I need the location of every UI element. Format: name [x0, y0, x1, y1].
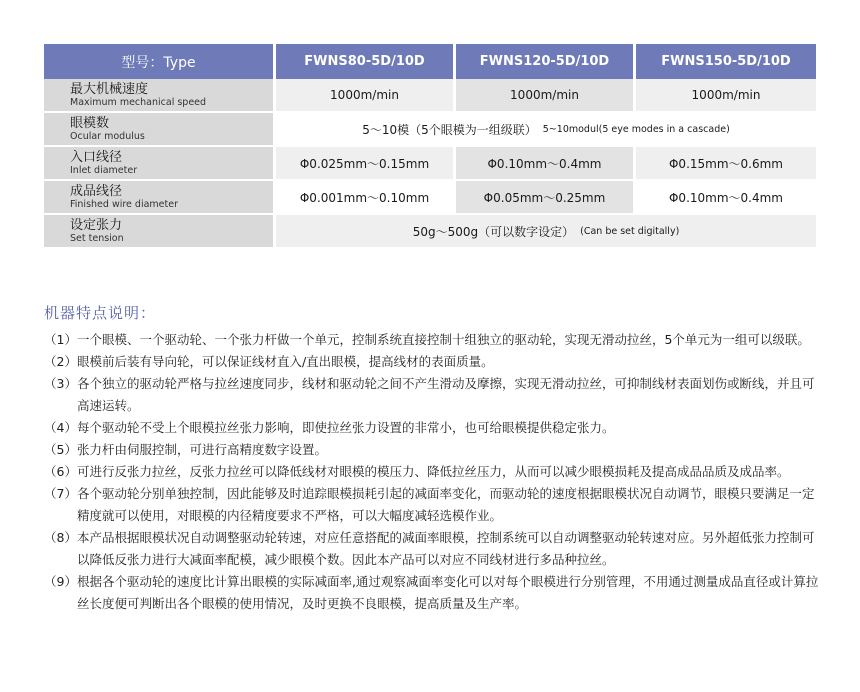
item-text: 各个独立的驱动轮严格与拉丝速度同步，线材和驱动轮之间不产生滑动及摩擦，实现无滑动拉丝，可抑制线材表面划伤或断线，并且可高速运转。: [76, 376, 815, 413]
table-cell: 1000m/min: [273, 79, 453, 111]
item-number: （3）: [44, 376, 77, 391]
row-label-cn: 成品线径: [70, 184, 123, 199]
row-label-cn: 设定张力: [70, 218, 123, 233]
header-model-2: FWNS120-5D/10D: [453, 44, 633, 79]
table-cell: 1000m/min: [633, 79, 816, 111]
span-main-text: 5～10模（5个眼模为一组级联）: [362, 122, 537, 137]
item-number: （8）: [44, 530, 77, 545]
list-item: [44, 351, 824, 373]
item-text: 根据各个驱动轮的速度比计算出眼模的实际减面率,通过观察减面率变化可以对每个眼模进行分别管理，不用通过测量成品直径或计算拉丝长度便可判断出各个眼模的使用情况，及时更换不良眼模，提高质量及生产率。: [76, 574, 819, 611]
item-text: 可进行反张力拉丝，反张力拉丝可以降低线材对眼模的模压力、降低拉丝压力，从而可以减少眼模损耗及提高成品品质及成品率。: [76, 464, 790, 479]
table-cell: Φ0.001mm～0.10mm: [273, 181, 453, 213]
item-number: （9）: [44, 574, 77, 589]
list-item: [44, 417, 824, 439]
spec-table: [44, 44, 816, 249]
row-label: [44, 113, 273, 145]
item-number: （4）: [44, 420, 77, 435]
row-label-en: Inlet diameter: [70, 165, 138, 176]
row-label-en: Finished wire diameter: [70, 199, 178, 210]
list-item: [44, 373, 824, 417]
table-cell: 1000m/min: [453, 79, 633, 111]
row-label-en: Set tension: [70, 233, 124, 244]
list-item: [44, 329, 824, 351]
row-label: [44, 147, 273, 179]
table-cell-span: [273, 113, 816, 145]
list-item: [44, 461, 824, 483]
feature-list: [44, 329, 824, 615]
item-number: （6）: [44, 464, 77, 479]
table-cell: Φ0.05mm～0.25mm: [453, 181, 633, 213]
span-note-text: 5~10modul(5 eye modes in a cascade): [542, 123, 730, 135]
row-label: [44, 79, 273, 111]
item-number: （5）: [44, 442, 77, 457]
table-row-set-tension: [44, 215, 816, 249]
table-cell: Φ0.10mm～0.4mm: [453, 147, 633, 179]
table-row-inlet-diameter: [44, 147, 816, 181]
features-section: [44, 302, 824, 615]
item-text: 眼模前后装有导向轮，可以保证线材直入/直出眼模，提高线材的表面质量。: [76, 354, 494, 369]
item-text: 张力杆由伺服控制，可进行高精度数字设置。: [76, 442, 327, 457]
item-text: 本产品根据眼模状况自动调整驱动轮转速，对应任意搭配的减面率眼模，控制系统可以自动调整驱动轮转速对应。另外超低张力控制可以降低反张力进行大减面率配模，减少眼模个数。因此本产品可以对应不同线材进行多品种拉丝。: [76, 530, 815, 567]
list-item: [44, 483, 824, 527]
span-main-text: 50g～500g（可以数字设定）: [412, 224, 575, 239]
span-note-text: (Can be set digitally): [580, 225, 680, 237]
table-row-ocular-modulus: [44, 113, 816, 147]
row-label-cn: 最大机械速度: [70, 82, 149, 97]
row-label-cn: 眼模数: [70, 116, 110, 131]
table-cell: Φ0.025mm～0.15mm: [273, 147, 453, 179]
features-title: 机器特点说明：: [44, 304, 157, 322]
item-text: 各个驱动轮分别单独控制，因此能够及时追踪眼模损耗引起的减面率变化，而驱动轮的速度根据眼模状况自动调节，眼模只要满足一定精度就可以使用，对眼模的内径精度要求不严格，可以大幅度减轻选模作业。: [76, 486, 815, 523]
item-text: 一个眼模、一个驱动轮、一个张力杆做一个单元，控制系统直接控制十组独立的驱动轮，实现无滑动拉丝，5个单元为一组可以级联。: [76, 332, 810, 347]
header-model-3: FWNS150-5D/10D: [633, 44, 816, 79]
item-number: （2）: [44, 354, 77, 369]
item-text: 每个驱动轮不受上个眼模拉丝张力影响，即使拉丝张力设置的非常小，也可给眼模提供稳定张力。: [76, 420, 615, 435]
item-number: （1）: [44, 332, 77, 347]
table-cell: Φ0.10mm～0.4mm: [633, 181, 816, 213]
row-label-en: Ocular modulus: [70, 131, 145, 142]
item-number: （7）: [44, 486, 77, 501]
row-label-en: Maximum mechanical speed: [70, 97, 207, 108]
table-row-max-speed: [44, 79, 816, 113]
header-type-label: 型号：Type: [121, 54, 196, 71]
table-row-finished-diameter: [44, 181, 816, 215]
list-item: [44, 527, 824, 571]
row-label: [44, 215, 273, 247]
header-model-1: FWNS80-5D/10D: [273, 44, 453, 79]
table-header-row: [44, 44, 816, 79]
table-cell-span: [273, 215, 816, 247]
list-item: [44, 571, 824, 615]
list-item: [44, 439, 824, 461]
row-label: [44, 181, 273, 213]
row-label-cn: 入口线径: [70, 150, 123, 165]
table-cell: Φ0.15mm～0.6mm: [633, 147, 816, 179]
